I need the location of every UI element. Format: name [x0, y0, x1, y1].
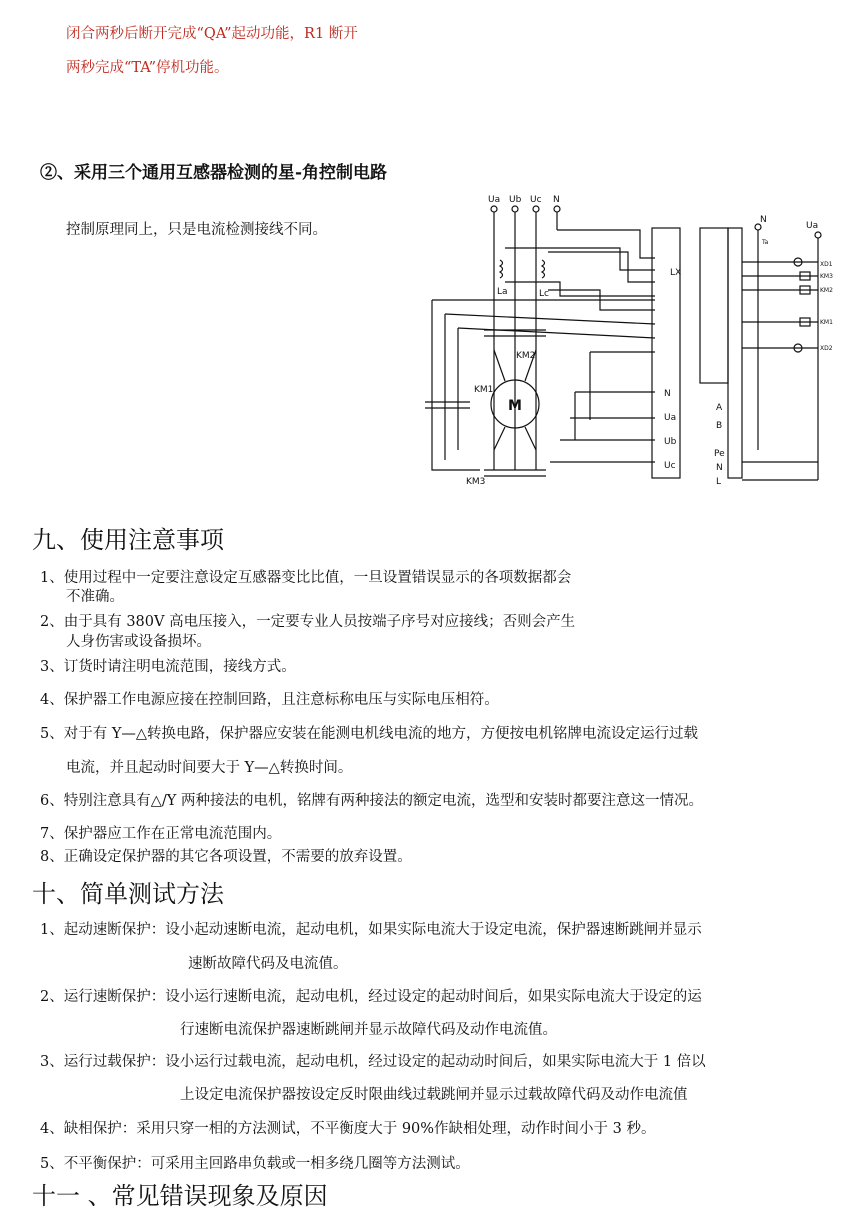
- s9-line: 5、对于有 Y—△转换电路，保护器应安装在能测电机线电流的地方，方便按电机铭牌电流设定运行过载: [40, 726, 699, 742]
- label-r-km3: KM3: [820, 273, 833, 280]
- s9-line: 7、保护器应工作在正常电流范围内。: [40, 826, 282, 842]
- section10-heading: 十、简单测试方法: [32, 880, 224, 908]
- s9-line: 不准确。: [66, 589, 124, 605]
- s9-line: 电流，并且起动时间要大于 Y—△转换时间。: [66, 760, 353, 776]
- label-bn: N: [716, 463, 723, 473]
- terminal-ub: Ub: [664, 437, 677, 447]
- intro-line-1: 闭合两秒后断开完成“QA”起动功能，R1 断开: [66, 26, 358, 42]
- s10-line: 4、缺相保护：采用只穿一相的方法测试，不平衡度大于 90%作缺相处理，动作时间小于 3 秒。: [40, 1121, 656, 1137]
- label-b: B: [716, 421, 723, 431]
- motor-label: M: [508, 398, 522, 414]
- s10-line: 上设定电流保护器按设定反时限曲线过载跳闸并显示过载故障代码及动作电流值: [180, 1087, 688, 1103]
- section11-heading: 十一 、常见错误现象及原因: [32, 1182, 328, 1210]
- label-lx: LX: [670, 268, 682, 278]
- terminal-n: N: [664, 389, 671, 399]
- s10-line: 行速断电流保护器速断跳闸并显示故障代码及动作电流值。: [180, 1022, 557, 1038]
- label-lc: Lc: [539, 289, 549, 299]
- label-right-n: N: [760, 215, 767, 225]
- label-ub: Ub: [509, 195, 522, 205]
- label-r-km2: KM2: [820, 287, 833, 294]
- label-xd1: XD1: [820, 261, 833, 268]
- terminal-ua: Ua: [664, 413, 677, 423]
- label-a: A: [716, 403, 723, 413]
- label-ua: Ua: [488, 195, 501, 205]
- label-km3: KM3: [466, 477, 486, 487]
- label-uc: Uc: [530, 195, 542, 205]
- label-l: L: [716, 477, 722, 487]
- label-pe: Pe: [714, 449, 725, 459]
- s10-line: 5、不平衡保护：可采用主回路串负载或一相多绕几圈等方法测试。: [40, 1156, 470, 1172]
- section2-desc: 控制原理同上，只是电流检测接线不同。: [66, 222, 327, 238]
- s9-line: 6、特别注意具有△/Y 两种接法的电机，铭牌有两种接法的额定电流，选型和安装时都要注意这一情况。: [40, 793, 703, 809]
- s10-line: 速断故障代码及电流值。: [188, 956, 348, 972]
- label-km2: KM2: [516, 351, 536, 361]
- label-km1: KM1: [474, 385, 494, 395]
- label-n: N: [553, 195, 560, 205]
- label-r-km1: KM1: [820, 319, 833, 326]
- s9-line: 2、由于具有 380V 高电压接入，一定要专业人员按端子序号对应接线；否则会产生: [40, 614, 576, 630]
- label-ta: Ta: [762, 239, 769, 246]
- terminal-uc: Uc: [664, 461, 676, 471]
- intro-line-2: 两秒完成“TA”停机功能。: [66, 60, 229, 76]
- section9-heading: 九、使用注意事项: [32, 526, 224, 554]
- s9-line: 8、正确设定保护器的其它各项设置，不需要的放弃设置。: [40, 849, 412, 865]
- s10-line: 2、运行速断保护：设小运行速断电流，起动电机，经过设定的起动时间后，如果实际电流大于设定的运: [40, 989, 702, 1005]
- s9-line: 1、使用过程中一定要注意设定互感器变比比值，一旦设置错误显示的各项数据都会: [40, 570, 572, 586]
- label-la: La: [497, 287, 508, 297]
- s9-line: 人身伤害或设备损坏。: [66, 634, 211, 650]
- section2-heading: ②、采用三个通用互感器检测的星-角控制电路: [40, 163, 388, 183]
- s10-line: 3、运行过载保护：设小运行过载电流，起动电机，经过设定的起动动时间后，如果实际电流大于 1 倍以: [40, 1054, 706, 1070]
- s9-line: 3、订货时请注明电流范围，接线方式。: [40, 659, 296, 675]
- label-right-ua: Ua: [806, 221, 819, 231]
- s9-line: 4、保护器工作电源应接在控制回路，且注意标称电压与实际电压相符。: [40, 692, 499, 708]
- label-xd2: XD2: [820, 345, 833, 352]
- s10-line: 1、起动速断保护：设小起动速断电流，起动电机，如果实际电流大于设定电流，保护器速断跳闸并显示: [40, 922, 702, 938]
